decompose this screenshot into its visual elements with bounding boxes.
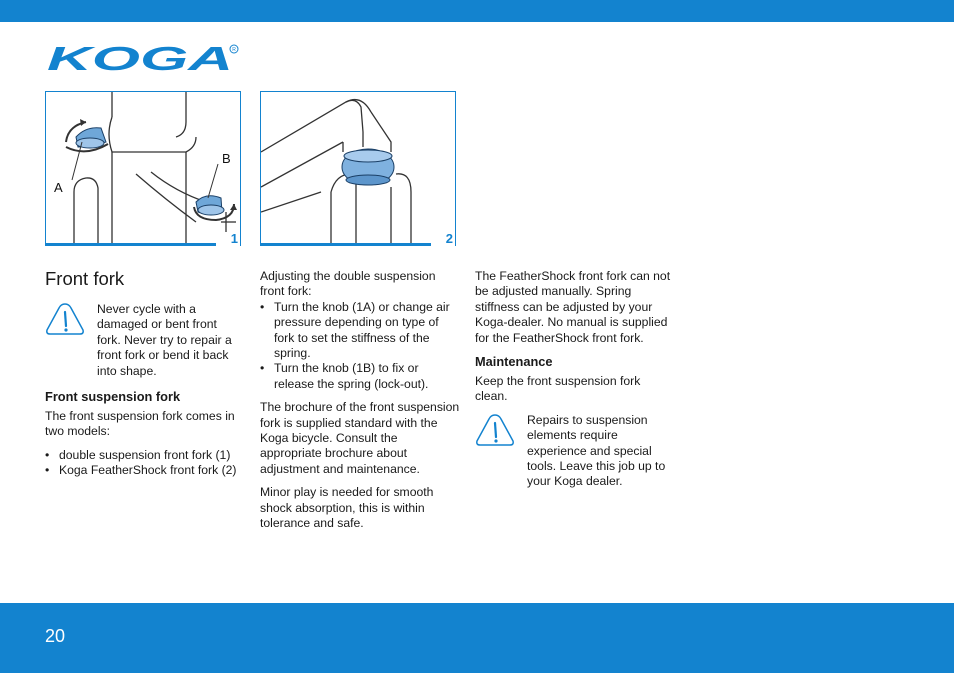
figure-label-b: B: [222, 151, 231, 166]
paragraph: Keep the front suspension fork clean.: [475, 374, 641, 404]
warning-text: Repairs to suspension elements require experience and special tools. Leave this job up to your Koga dealer.: [527, 412, 666, 489]
figure-feathershock-fork: [260, 91, 456, 246]
column-adjusting: [260, 269, 460, 540]
page-number: 20: [45, 626, 66, 646]
figure-label-a: A: [54, 180, 63, 195]
figure-number: 2: [445, 231, 453, 246]
footer-bar: [0, 603, 954, 673]
warning-icon: [475, 413, 515, 447]
paragraph: The front suspension fork comes in two models:: [45, 409, 235, 439]
paragraph: The FeatherShock front fork can not be adjusted manually. Spring stiffness can be adjusted by your Koga-dealer. No manual is supplied for the FeatherShock front fork.: [475, 269, 671, 345]
warning-box: [475, 413, 675, 490]
section-heading: Maintenance: [475, 354, 553, 370]
warning-text: Never cycle with a damaged or bent front fork. Never try to repair a front fork or bend it back into shape.: [97, 302, 232, 378]
models-list: [45, 448, 245, 479]
column-feathershock: [475, 269, 675, 500]
warning-icon: [45, 302, 85, 336]
paragraph: Minor play is needed for smooth shock absorption, this is within tolerance and safe.: [260, 485, 434, 531]
paragraph: The brochure of the front suspension fork is supplied standard with the Koga bicycle. Consult the appropriate brochure about adjustment and maintenance.: [260, 400, 460, 476]
registered-mark: R: [232, 47, 236, 53]
paragraph: Adjusting the double suspension front fork:: [260, 269, 436, 299]
figure-caption-bar: [261, 243, 431, 246]
page-title: Front fork: [45, 268, 125, 289]
list-item: • Turn the knob (1A) or change air pressure depending on type of fork to set the stiffness of the spring.: [260, 300, 460, 362]
fork-illustration-2: [261, 92, 456, 246]
list-item: • double suspension front fork (1): [45, 448, 245, 463]
knob-a-icon: [66, 119, 108, 151]
list-item: • Turn the knob (1B) to fix or release the spring (lock-out).: [260, 361, 460, 392]
top-color-bar: [0, 0, 954, 22]
figure-double-suspension-fork: [45, 91, 241, 246]
logo-wordmark: KOGA: [47, 43, 233, 73]
warning-box: [45, 302, 245, 379]
figure-number: 1: [230, 231, 238, 246]
figure-caption-bar: [46, 243, 216, 246]
koga-logo: [46, 43, 242, 73]
steps-list: [260, 300, 460, 392]
section-heading: Front suspension fork: [45, 389, 181, 405]
fork-illustration-1: [46, 92, 241, 246]
knob-b-icon: [194, 196, 237, 220]
column-front-fork: [45, 268, 245, 487]
feathershock-spring-icon: [342, 149, 394, 185]
list-item: • Koga FeatherShock front fork (2): [45, 463, 245, 478]
